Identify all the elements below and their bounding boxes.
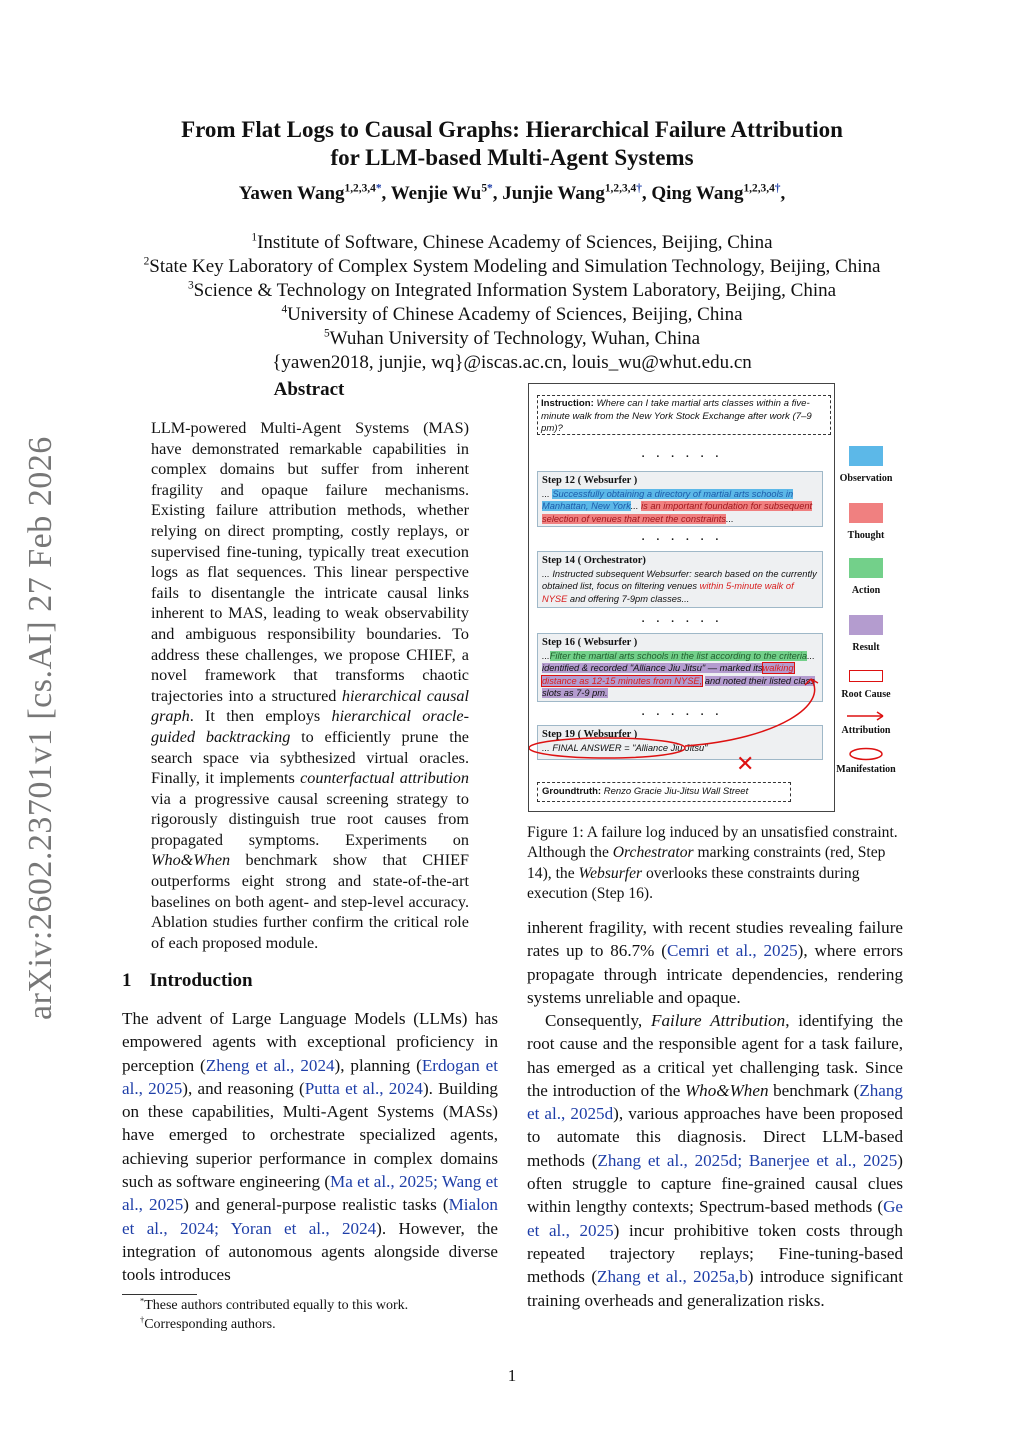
ellipsis-dots: · · · · · · xyxy=(640,707,723,723)
affiliation: $^2$State Key Laboratory of Complex System Modeling and Simulation Technology, Beijing, China xyxy=(143,255,881,277)
legend-action: Action xyxy=(836,558,896,596)
abstract-heading: Abstract xyxy=(273,379,345,400)
citation-link[interactable]: Ma et al., 2025; Wang et al., 2025 xyxy=(122,1172,498,1215)
citation-link[interactable]: Mialon et al., 2024; Yoran et al., 2024 xyxy=(122,1195,498,1238)
affiliations xyxy=(0,231,1024,375)
ellipsis-dots: · · · · · · xyxy=(640,532,723,548)
step-12-websurfer: Step 12 ( Websurfer ) ... Successfully obtaining a directory of martial arts schools in Manhattan, New York... is an important foundation for subsequent selection of venues that meet the constraints... xyxy=(537,471,823,527)
root-cause-highlight: walking distance as 12-15 minutes from NYSE, xyxy=(542,663,794,686)
footnote-corresponding: †Corresponding authors. xyxy=(140,1315,276,1332)
right-column-paragraph-2: Consequently, Failure Attribution, identifying the root cause and the responsible agent for a task failure, has emerged as a critical yet challenging task. Since the introduction of the Who&When benchmark (Zhang et al., 2025d), various approaches have been proposed to automate this diagnosis. Direct LLM-based methods (Zhang et al., 2025d; Banerjee et al., 2025) often struggle to capture fine-grained causal clues within lengthy contexts; Spectrum-based methods (Ge et al., 2025) incur prohibitive token costs through repeated trajectory replays; Fine-tuning-based methods (Zhang et al., 2025a,b) introduce significant training overheads and generalization risks. xyxy=(527,1011,903,1310)
arrow-icon xyxy=(843,710,889,722)
emails: {yawen2018, junjie, wq}@iscas.ac.cn, louis_wu@whut.edu.cn xyxy=(272,352,752,373)
footnote-equal-contribution: *These authors contributed equally to this work. xyxy=(140,1296,409,1313)
legend-manifestation: Manifestation xyxy=(836,747,896,775)
legend-thought: Thought xyxy=(836,503,896,541)
citation-link[interactable]: Zheng et al., 2024 xyxy=(205,1055,335,1075)
step-14-orchestrator: Step 14 ( Orchestrator) ... Instructed subsequent Websurfer: search based on the currently obtained list, focus on filtering venues within 5-minute walk of NYSE and offering 7-9pm classes... xyxy=(537,551,823,608)
ellipsis-dots: · · · · · · xyxy=(640,614,723,630)
arxiv-identifier: arXiv:2602.23701v1 [cs.AI] 27 Feb 2026 xyxy=(22,436,59,1020)
attribution-arrow xyxy=(685,679,815,746)
citation-link[interactable]: Putta et al., 2024 xyxy=(304,1078,423,1098)
figure-1-failure-log xyxy=(528,383,835,812)
figure-1-caption: Figure 1: A failure log induced by an unsatisfied constraint. Although the Orchestrator marking constraints (red, Step 14), the Websurfer overlooks these constraints during execution (Step 16). xyxy=(527,824,898,902)
author: Qing Wang$^{1,2,3,4\dagger}$ xyxy=(651,182,781,204)
citation-link[interactable]: Zhang et al., 2025a,b xyxy=(597,1267,748,1287)
legend-result: Result xyxy=(836,615,896,653)
affiliation: $^4$University of Chinese Academy of Sciences, Beijing, China xyxy=(281,303,743,325)
citation-link[interactable]: Zhang et al., 2025d xyxy=(527,1080,903,1124)
instruction-box: Instruction: Where can I take martial arts classes within a five-minute walk from the New York Stock Exchange after work (7–9 pm)? xyxy=(537,395,831,435)
attribution-overlay xyxy=(529,384,834,811)
citation-link[interactable]: Erdogan et al., 2025 xyxy=(122,1055,498,1098)
author: Junjie Wang$^{1,2,3,4\dagger}$ xyxy=(502,182,642,204)
arrow-head xyxy=(805,679,818,685)
legend-root-cause: Root Cause xyxy=(836,670,896,700)
section-heading-introduction: 1 Introduction xyxy=(122,970,253,991)
manifestation-ellipse xyxy=(529,738,685,758)
introduction-paragraph: The advent of Large Language Models (LLMs) has empowered agents with exceptional proficiency in perception (Zheng et al., 2024), planning (Erdogan et al., 2025), and reasoning (Putta et al., 2024). Building on these capabilities, Multi-Agent Systems (MASs) have emerged to orchestrate specialized agents, achieving superior performance in complex domains such as software engineering (Ma et al., 2025; Wang et al., 2025) and general-purpose realistic tasks (Mialon et al., 2024; Yoran et al., 2024). However, the integration of autonomous agents alongside diverse tools introduces xyxy=(122,1009,499,1285)
affiliation: $^1$Institute of Software, Chinese Academy of Sciences, Beijing, China xyxy=(251,231,773,253)
abstract-body: LLM-powered Multi-Agent Systems (MAS) have demonstrated remarkable capabilities in complex domains but suffer from inherent fragility and opaque failure mechanisms. Existing failure attribution methods, whether relying on direct prompting, costly replays, or supervised fine-tuning, typically treat execution logs as flat sequences. This linear perspective fails to disentangle the intricate causal links inherent to MAS, leading to weak observability and ambiguous responsibility boundaries. To address these challenges, we propose CHIEF, a novel framework that transforms chaotic trajectories into a structured hierarchical causal graph. It then employs hierarchical oracle-guided backtracking to efficiently prune the search space via sybthesized virtual oracles. Finally, it implements counterfactual attribution via a progressive causal screening strategy to rigorously distinguish true root causes from propagated symptoms. Experiments on Who&When benchmark show that CHIEF outperforms eight strong and state-of-the-art baselines on both agent- and step-level accuracy. Ablation studies further confirm the critical role of each proposed module. xyxy=(151,419,470,952)
paper-title xyxy=(0,116,1024,172)
ellipsis-dots: · · · · · · xyxy=(640,449,723,465)
title-line-2: for LLM-based Multi-Agent Systems xyxy=(330,145,694,170)
wrong-answer-cross-icon: ✕ xyxy=(736,751,755,776)
right-column-paragraph-1: inherent fragility, with recent studies revealing failure rates up to 86.7% (Cemri et al., 2025), where errors propagate through intricate dependencies, rendering systems unreliable and opaque. xyxy=(527,918,903,1007)
final-answer-manifestation: ... FINAL ANSWER = "Alliance Jiu Jitsu" xyxy=(542,743,708,753)
author: Wenjie $Wu^{5*}$ xyxy=(390,182,493,204)
groundtruth-box: Groundtruth: Renzo Gracie Jiu-Jitsu Wall Street xyxy=(537,782,791,802)
author: Yawen Wang$^{1,2,3,4*}$ xyxy=(238,182,382,204)
page-number: 1 xyxy=(507,1366,517,1385)
step-16-websurfer: Step 16 ( Websurfer ) ...Filter the martial arts schools in the list according to the criteria... identified & recorded "Alliance Jiu Jitsu" — marked itswalking distance as 12-15 minutes from NYSE, and noted their listed class slots as 7-9 pm. xyxy=(537,633,823,702)
legend-attribution: Attribution xyxy=(836,710,896,736)
footnote-rule xyxy=(122,1294,197,1295)
title-line-1: From Flat Logs to Causal Graphs: Hierarchical Failure Attribution xyxy=(181,117,843,142)
citation-link[interactable]: Cemri et al., 2025 xyxy=(666,941,798,961)
author-list: Yawen Wang$^{1,2,3,4*}$, Wenjie $Wu^{5*}$, Junjie Wang$^{1,2,3,4\dagger}$, Qing Wang$^{1,2,3,4\dagger}$, xyxy=(238,182,786,204)
legend-observation: Observation xyxy=(836,446,896,484)
ellipse-icon xyxy=(843,747,889,761)
citation-link[interactable]: Zhang et al., 2025d; Banerjee et al., 2025 xyxy=(597,1150,898,1170)
affiliation: $^5$Wuhan University of Technology, Wuhan, China xyxy=(323,327,701,349)
step-19-websurfer: Step 19 ( Websurfer ) ... FINAL ANSWER = "Alliance Jiu Jitsu" xyxy=(537,725,823,760)
affiliation: $^3$Science & Technology on Integrated Information System Laboratory, Beijing, China xyxy=(187,279,837,301)
citation-link[interactable]: Ge et al., 2025 xyxy=(527,1197,903,1240)
